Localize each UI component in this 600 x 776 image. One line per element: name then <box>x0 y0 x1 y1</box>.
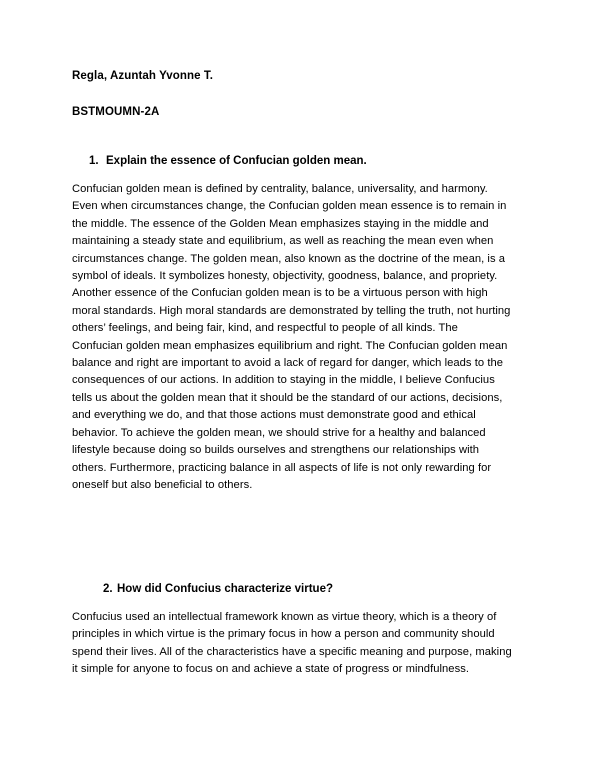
answer-line: spend their lives. All of the characteristics have a specific meaning and purpose, making <box>72 645 512 658</box>
answer-line: consequences of our actions. In addition to staying in the middle, I believe Confucius <box>72 374 495 387</box>
question-2-heading <box>103 583 333 595</box>
answer-line: Confucian golden mean is defined by centrality, balance, universality, and harmony. <box>72 183 488 195</box>
answer-line: symbol of ideals. It symbolizes honesty, objectivity, goodness, balance, and propriety. <box>72 270 498 283</box>
answer-line: Confucian golden mean emphasizes equilibrium and right. The Confucian golden mean <box>72 339 508 352</box>
author-name: Regla, Azuntah Yvonne T. <box>72 70 214 82</box>
question-2-text: How did Confucius characterize virtue? <box>117 583 333 595</box>
course-section: BSTMOUMN-2A <box>72 106 160 118</box>
answer-line: balance and right are important to avoid a lack of regard for danger, which leads to the <box>72 357 504 370</box>
answer-line: others’ feelings, and being fair, kind, and respectful to people of all kinds. The <box>72 322 458 335</box>
question-1-heading <box>89 155 367 167</box>
answer-line: Even when circumstances change, the Confucian golden mean essence is to remain in <box>72 200 507 213</box>
question-2-number: 2. <box>103 583 113 595</box>
answer-line: circumstances change. The golden mean, also known as the doctrine of the mean, is a <box>72 252 506 265</box>
answer-line: Confucius used an intellectual framework known as virtue theory, which is a theory of <box>72 611 497 623</box>
question-1-text: Explain the essence of Confucian golden mean. <box>106 155 367 167</box>
answer-line: and everything we do, and that those actions must demonstrate good and ethical <box>72 409 476 422</box>
answer-line: Another essence of the Confucian golden mean is to be a virtuous person with high <box>72 287 488 300</box>
answer-line: others. Furthermore, practicing balance in all aspects of life is not only rewarding for <box>72 461 492 474</box>
answer-line: moral standards. High moral standards are demonstrated by telling the truth, not hurting <box>72 304 511 317</box>
answer-line: the middle. The essence of the Golden Mean emphasizes staying in the middle and <box>72 217 489 230</box>
question-1-number: 1. <box>89 155 99 167</box>
answer-line: behavior. To achieve the golden mean, we should strive for a healthy and balanced <box>72 426 486 439</box>
answer-line: maintaining a steady state and equilibrium, as well as reaching the mean even when <box>72 235 494 248</box>
answer-line: principles in which virtue is the primary focus in how a person and community should <box>72 628 495 641</box>
answer-line: tells us about the golden mean that it should be the standard of our actions, decisions, <box>72 391 503 404</box>
answer-line: oneself but also beneficial to others. <box>72 478 253 491</box>
answer-line: lifestyle because doing so builds ourselves and strengthens our relationships with <box>72 444 480 457</box>
answer-1-paragraph <box>72 181 532 494</box>
answer-line: it simple for anyone to focus on and achieve a state of progress or mindfulness. <box>72 663 470 676</box>
answer-2-paragraph <box>72 609 532 679</box>
